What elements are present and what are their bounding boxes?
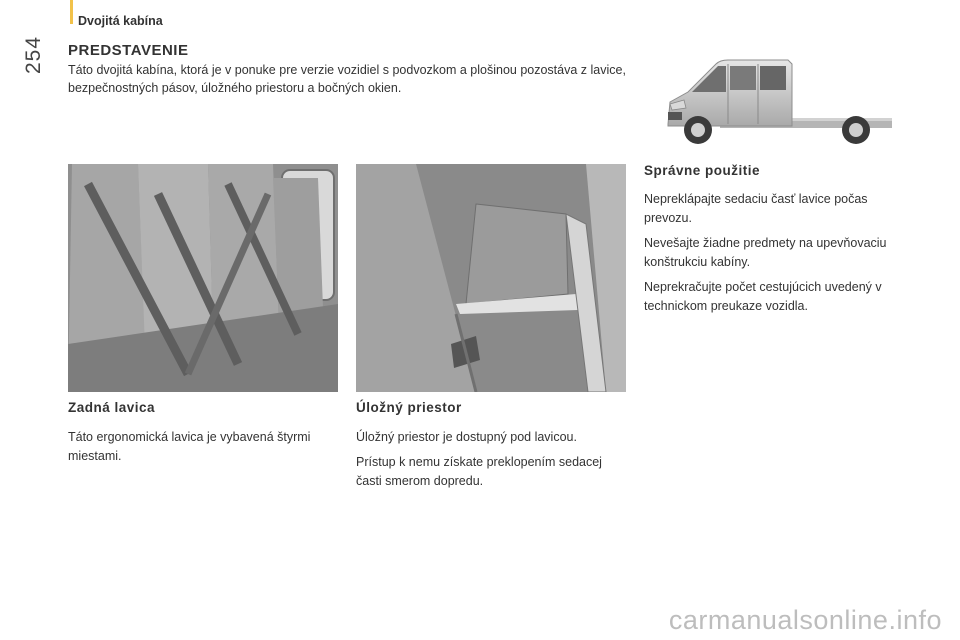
correct-use-paragraph-1: Nepreklápajte sedaciu časť lavice počas prevozu. (644, 192, 868, 225)
page-number: 254 (22, 35, 45, 74)
correct-use-text (644, 190, 916, 322)
correct-use-paragraph-3: Neprekračujte počet cestujúcich uvedený v technickom preukaze vozidla. (644, 280, 882, 313)
accent-bar (70, 0, 73, 24)
storage-text (356, 428, 628, 497)
storage-paragraph-1: Úložný priestor je dostupný pod lavicou. (356, 430, 577, 444)
storage-photo (356, 164, 626, 392)
rear-bench-paragraph: Táto ergonomická lavica je vybavená štyrmi miestami. (68, 430, 311, 463)
storage-title: Úložný priestor (356, 400, 462, 415)
intro-text: Táto dvojitá kabína, ktorá je v ponuke pre verzie vozidiel s podvozkom a plošinou pozostáva z lavice, bezpečnostných pásov, úložného priestoru a bočných okien. (68, 63, 626, 95)
rear-bench-title: Zadná lavica (68, 400, 156, 415)
rear-bench-photo (68, 164, 338, 392)
intro-title: PREDSTAVENIE (68, 42, 189, 59)
correct-use-paragraph-2: Nevešajte žiadne predmety na upevňovaciu konštrukciu kabíny. (644, 236, 887, 269)
correct-use-title: Správne použitie (644, 163, 761, 178)
chapter-title: Dvojitá kabína (78, 14, 163, 28)
watermark: carmanualsonline.info (668, 605, 942, 635)
storage-paragraph-2: Prístup k nemu získate preklopením sedacej časti smerom dopredu. (356, 455, 602, 488)
truck-illustration (660, 52, 900, 152)
rear-bench-text (68, 428, 340, 472)
